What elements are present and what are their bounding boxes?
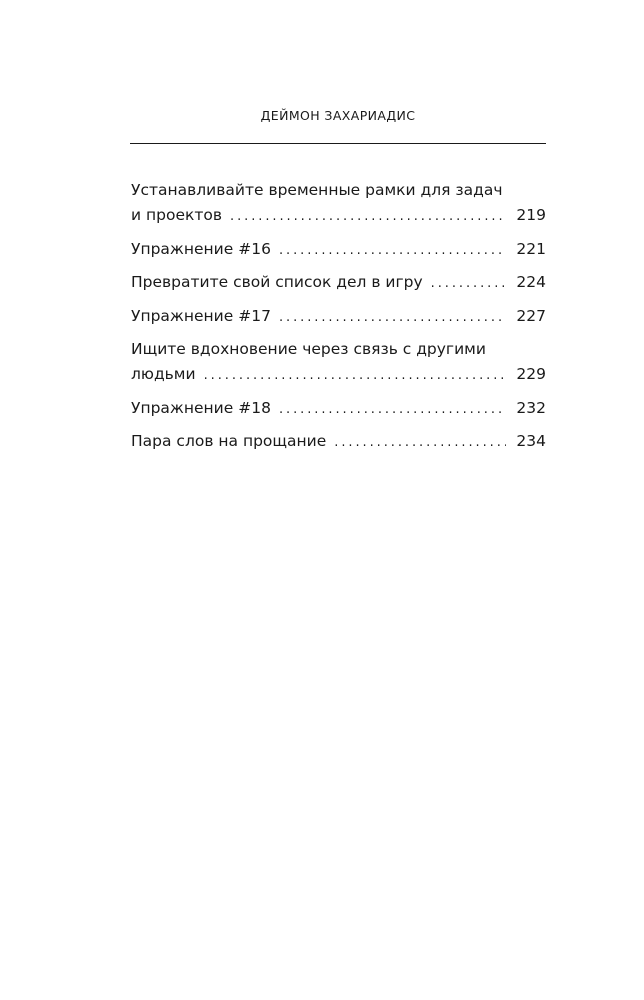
header-divider	[130, 143, 546, 144]
toc-page-number: 232	[516, 398, 546, 417]
dot-leader	[279, 238, 506, 263]
toc-entry-title: Упражнение #17	[131, 306, 271, 325]
toc-entry-line	[131, 304, 546, 330]
toc-page-number: 229	[516, 365, 546, 383]
toc-entry	[131, 237, 546, 263]
toc-entry	[131, 270, 546, 296]
toc-entry-line	[131, 362, 546, 388]
toc-page-number: 227	[516, 306, 546, 325]
toc-entry-line	[131, 429, 546, 455]
toc-page-number: 219	[516, 206, 546, 224]
dot-leader	[279, 397, 506, 422]
toc-entry-line	[131, 396, 546, 422]
dot-leader	[334, 430, 506, 455]
toc-entry	[131, 304, 546, 330]
dot-leader	[230, 204, 506, 229]
running-header-author: ДЕЙМОН ЗАХАРИАДИС	[260, 108, 416, 123]
toc-entry	[131, 429, 546, 455]
toc-page-number: 224	[516, 273, 546, 291]
toc-entry-title-line	[131, 178, 546, 203]
toc-page-number: 234	[516, 432, 546, 450]
toc-entry-line	[131, 237, 546, 263]
toc-entry-title-first-line: Устанавливайте временные рамки для задач	[131, 181, 503, 199]
toc-entry	[131, 337, 546, 388]
toc-entry	[131, 396, 546, 422]
toc-entry-title: людьми	[131, 365, 196, 383]
toc-entry	[131, 178, 546, 229]
toc-entry-line	[131, 270, 546, 296]
toc-entry-title: и проектов	[131, 206, 223, 224]
dot-leader	[279, 305, 506, 330]
table-of-contents	[131, 178, 546, 463]
dot-leader	[431, 271, 507, 296]
toc-entry-title: Упражнение #16	[131, 239, 271, 258]
toc-entry-title: Пара слов на прощание	[131, 432, 327, 450]
toc-entry-title: Превратите свой список дел в игру	[131, 273, 423, 291]
toc-entry-title-first-line: Ищите вдохновение через связь с другими	[131, 340, 486, 358]
toc-entry-title-line	[131, 337, 546, 362]
dot-leader	[204, 363, 507, 388]
toc-entry-title: Упражнение #18	[131, 398, 271, 417]
toc-page-number: 221	[516, 239, 546, 258]
toc-entry-line	[131, 203, 546, 229]
